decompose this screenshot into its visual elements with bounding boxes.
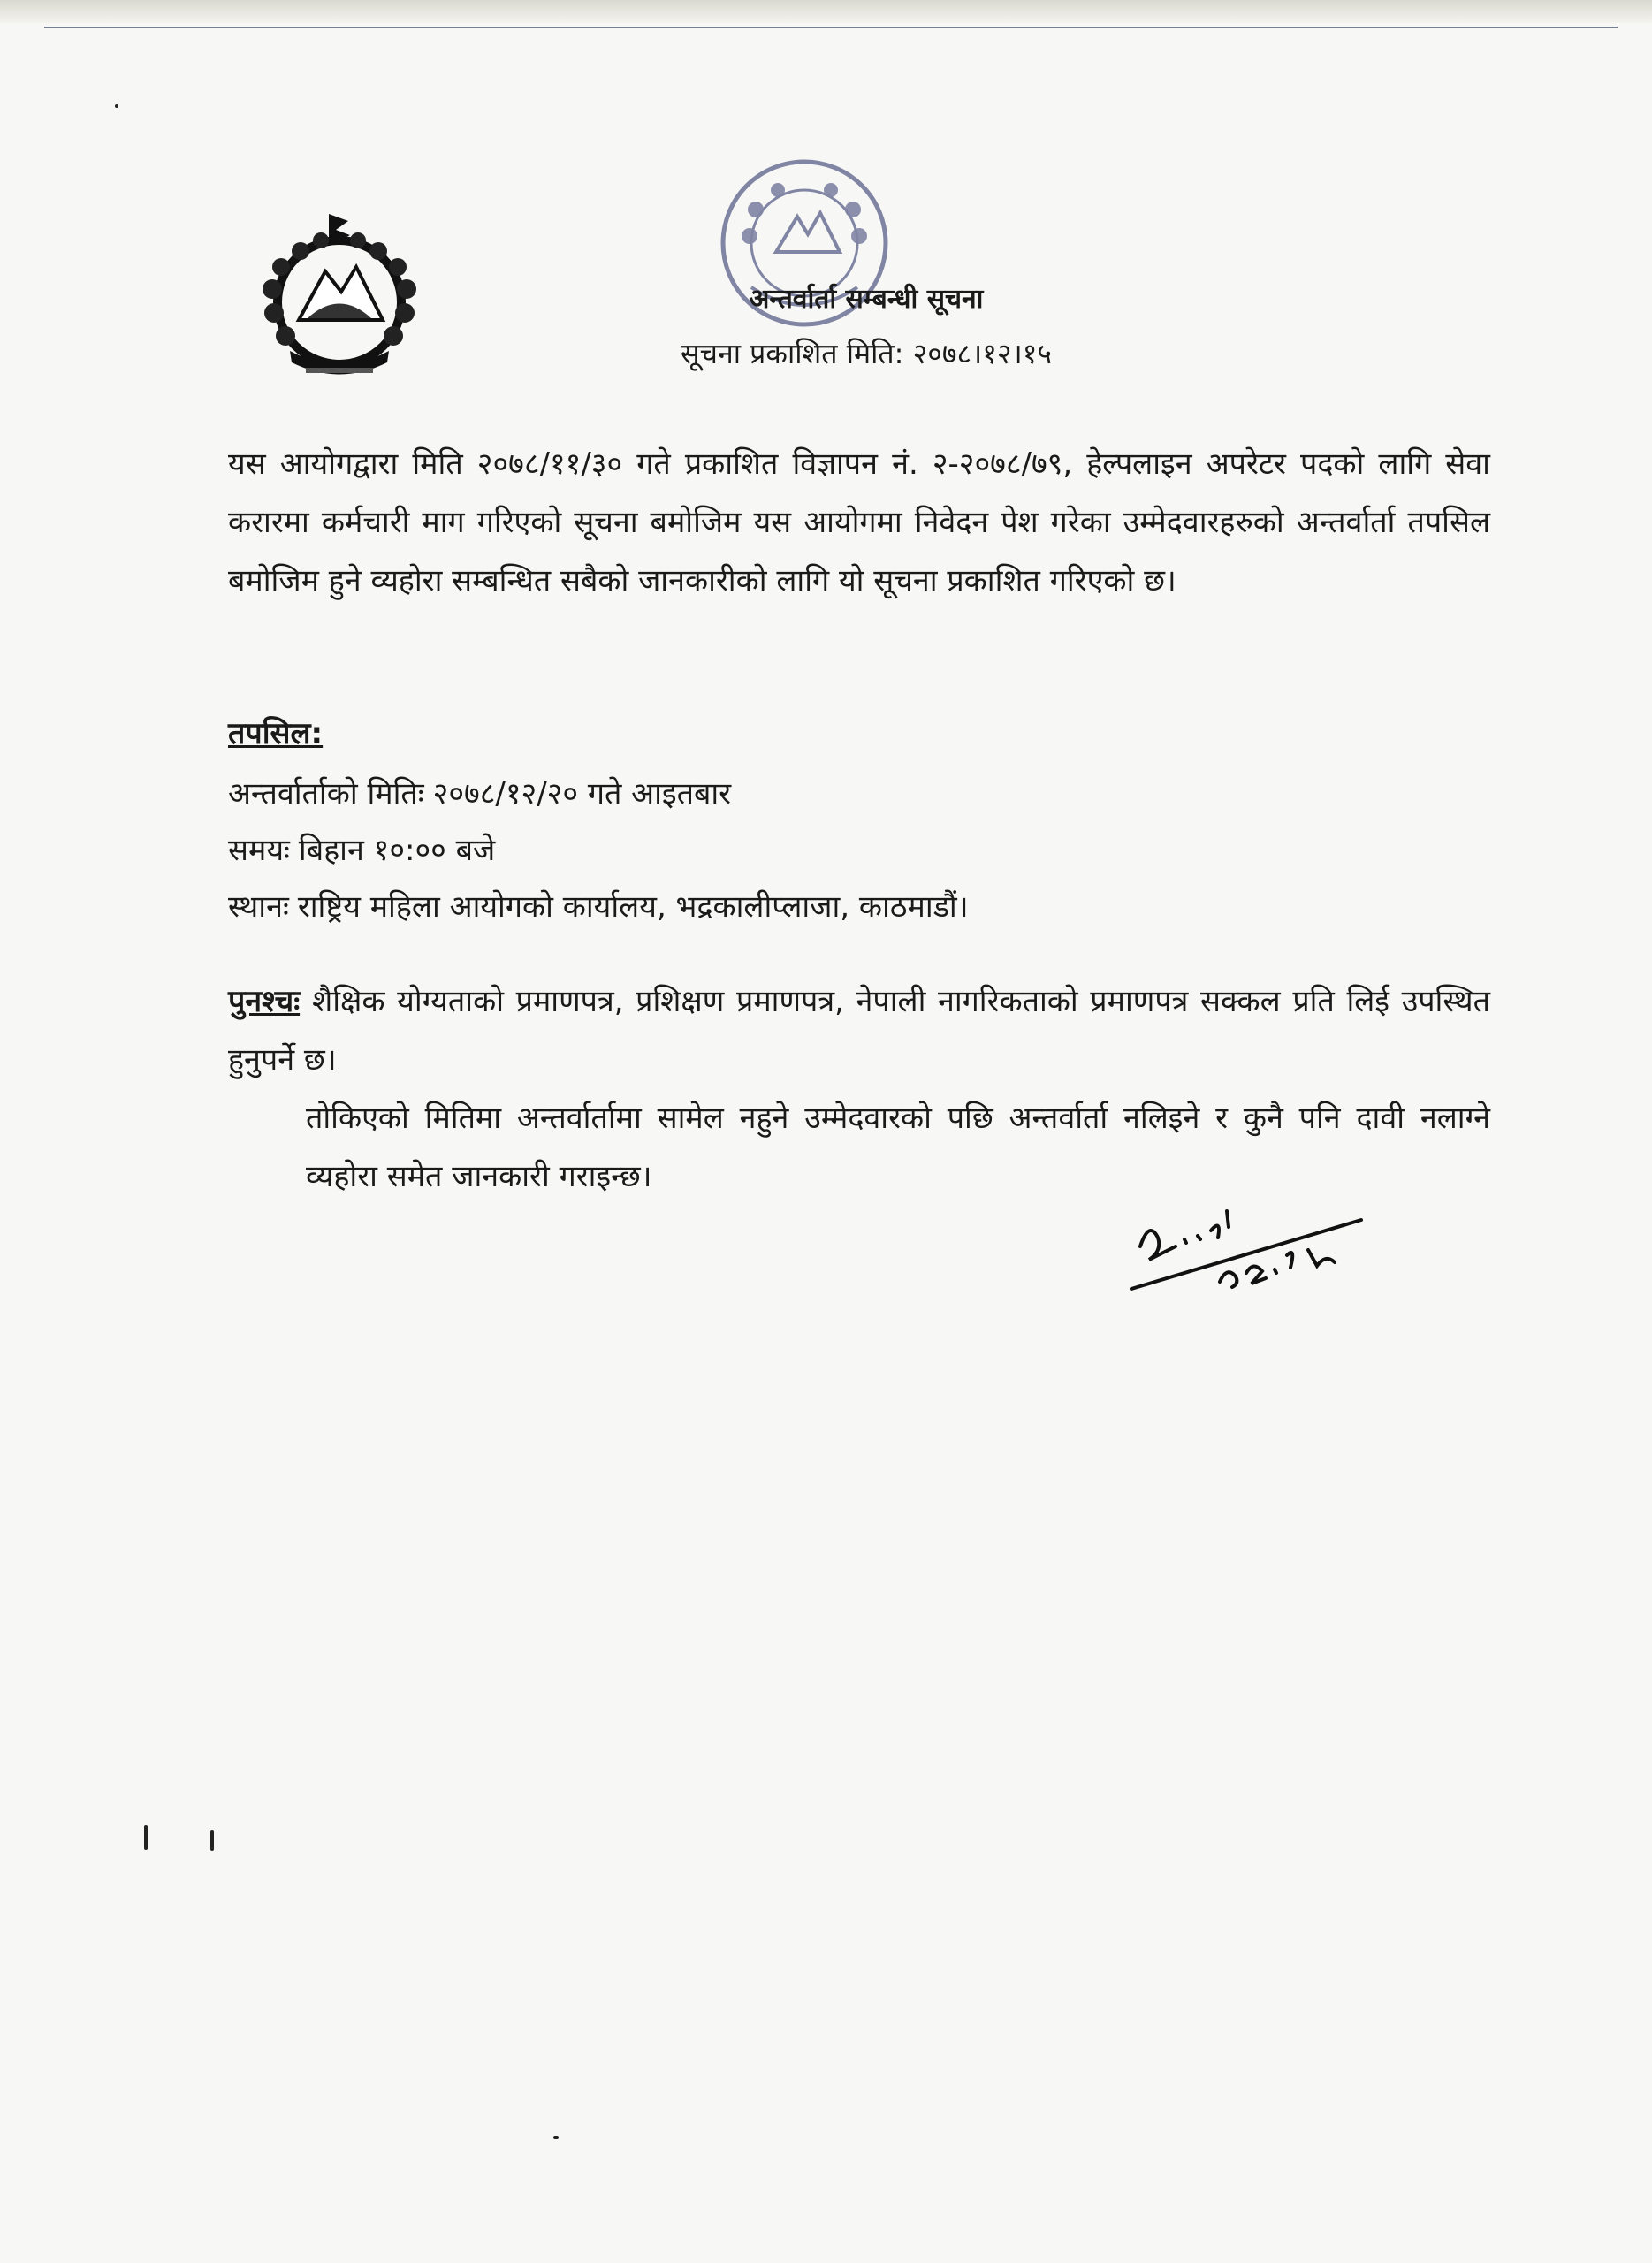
interview-date-line xyxy=(228,766,1490,822)
scan-speck xyxy=(115,104,118,108)
postscript-label: पुनश्चः xyxy=(228,984,301,1019)
handwritten-signature xyxy=(1123,1185,1388,1299)
scan-top-band xyxy=(0,0,1652,23)
time-label: समयः xyxy=(228,833,290,868)
nepal-emblem-logo xyxy=(237,205,442,382)
place-value: राष्ट्रिय महिला आयोगको कार्यालय, भद्रकालीप्लाजा, काठमाडौं। xyxy=(297,889,969,925)
scan-speck xyxy=(553,2136,559,2139)
notice-publish-date: सूचना प्रकाशित मिति: २०७८।१२।१५ xyxy=(681,337,1052,370)
time-line xyxy=(228,822,1490,879)
details-section xyxy=(228,707,1490,935)
interview-date-label: अन्तर्वार्ताको मितिः xyxy=(228,776,424,811)
interview-date-value: २०७८/१२/२० गते आइतबार xyxy=(432,776,732,811)
scan-speck xyxy=(144,1825,148,1850)
postscript-text-1: शैक्षिक योग्यताको प्रमाणपत्र, प्रशिक्षण प्रमाणपत्र, नेपाली नागरिकताको प्रमाणपत्र सक्कल प्रति लिई उपस्थित हुनुपर्ने छ। xyxy=(228,984,1490,1078)
postscript-line-1 xyxy=(228,972,1490,1089)
notice-body-paragraph: यस आयोगद्वारा मिति २०७८/११/३० गते प्रकाशित विज्ञापन नं. २-२०७८/७९, हेल्पलाइन अपरेटर पदको लागि सेवा करारमा कर्मचारी माग गरिएको सूचना बमोजिम यस आयोगमा निवेदन पेश गरेका उम्मेदवारहरुको अन्तर्वार्ता तपसिल बमोजिम हुने व्यहोरा सम्बन्धित सबैको जानकारीको लागि यो सूचना प्रकाशित गरिएको छ। xyxy=(228,446,1490,598)
postscript-line-2: तोकिएको मितिमा अन्तर्वार्तामा सामेल नहुने उम्मेदवारको पछि अन्तर्वार्ता नलिइने र कुनै पनि दावी नलाग्ने व्यहोरा समेत जानकारी गराइन्छ। xyxy=(306,1101,1490,1194)
time-value: बिहान १०:०० बजे xyxy=(298,833,496,868)
place-line xyxy=(228,879,1490,935)
details-heading: तपसिल: xyxy=(228,716,324,751)
page-edge-line xyxy=(44,27,1618,28)
scan-speck xyxy=(210,1830,214,1851)
postscript-section xyxy=(228,972,1490,1206)
place-label: स्थानः xyxy=(228,889,289,925)
notice-title: अन्तर्वार्ता सम्बन्धी सूचना xyxy=(749,284,984,315)
